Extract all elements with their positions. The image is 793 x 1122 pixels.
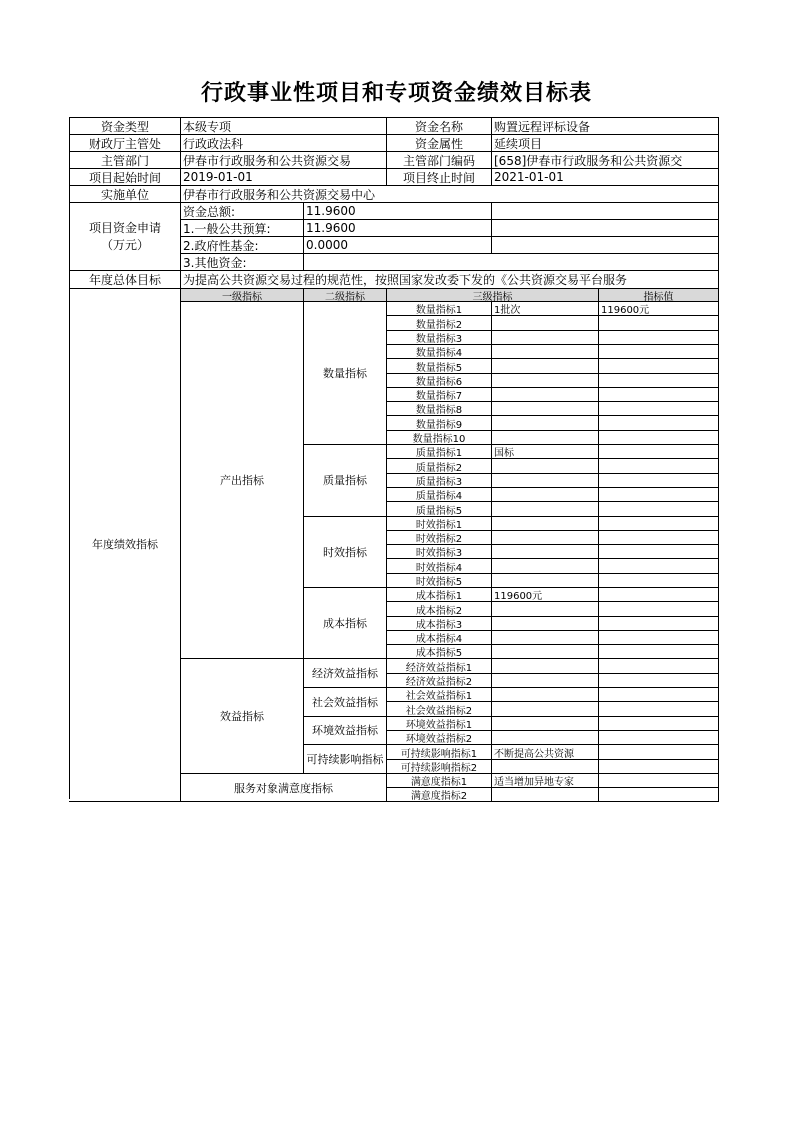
indicator-target-value [598, 344, 718, 358]
indicator-target-value [598, 473, 718, 487]
indicator-level2-group: 时效指标 [303, 516, 386, 587]
indicator-target-value [598, 458, 718, 473]
funding-total-value: 11.9600 [303, 202, 491, 219]
label-annual-indicators: 年度绩效指标 [69, 288, 180, 799]
indicator-level3-name: 时效指标3 [386, 544, 491, 558]
indicator-target-value [598, 401, 718, 415]
indicator-level2-group: 质量指标 [303, 444, 386, 516]
indicator-level3-value [491, 430, 598, 444]
label-supervisor: 主管部门 [69, 151, 180, 168]
indicator-level3-name: 数量指标3 [386, 330, 491, 344]
indicator-target-value [598, 430, 718, 444]
indicator-level3-value [491, 373, 598, 387]
indicator-level3-value [491, 315, 598, 330]
indicator-target-value [598, 730, 718, 744]
indicator-level3-name: 质量指标2 [386, 458, 491, 473]
indicator-level1-benefit: 效益指标 [180, 658, 303, 773]
funding-gov-fund-label: 2.政府性基金: [180, 236, 303, 253]
indicator-level3-value [491, 673, 598, 687]
indicator-level3-value [491, 687, 598, 701]
indicator-level3-value: 119600元 [491, 587, 598, 601]
indicator-level2-group: 数量指标 [303, 301, 386, 444]
indicator-target-value [598, 544, 718, 558]
value-fund-name: 购置远程评标设备 [491, 117, 718, 134]
funding-label-line1: 项目资金申请 [88, 220, 161, 235]
indicator-level2-group: 经济效益指标 [303, 658, 386, 687]
indicator-level3-name: 成本指标3 [386, 616, 491, 630]
indicator-level3-name: 环境效益指标2 [386, 730, 491, 744]
label-start-date: 项目起始时间 [69, 168, 180, 185]
indicator-level3-name: 数量指标8 [386, 401, 491, 415]
indicator-level2-group: 成本指标 [303, 587, 386, 658]
indicator-target-value [598, 501, 718, 516]
indicator-target-value [598, 759, 718, 773]
indicator-level3-name: 数量指标6 [386, 373, 491, 387]
indicator-level3-name: 环境效益指标1 [386, 716, 491, 730]
funding-general-budget-value: 11.9600 [303, 219, 491, 236]
indicator-level3-name: 数量指标4 [386, 344, 491, 358]
indicator-level3-name: 社会效益指标1 [386, 687, 491, 701]
indicator-target-value [598, 530, 718, 544]
indicator-level3-name: 成本指标4 [386, 630, 491, 644]
value-start-date: 2019-01-01 [180, 168, 386, 185]
label-supervisor-code: 主管部门编码 [386, 151, 491, 168]
indicator-level3-name: 时效指标2 [386, 530, 491, 544]
indicator-header-1: 一级指标 [180, 288, 303, 301]
indicator-level1-output: 产出指标 [180, 301, 303, 658]
indicator-level3-value [491, 558, 598, 573]
value-annual-goal: 为提高公共资源交易过程的规范性，按照国家发改委下发的《公共资源交易平台服务 [180, 270, 718, 288]
indicator-level3-value [491, 358, 598, 373]
indicator-level3-value: 1批次 [491, 301, 598, 315]
indicator-level3-name: 成本指标2 [386, 601, 491, 616]
indicator-level3-name: 成本指标5 [386, 644, 491, 658]
indicator-target-value [598, 315, 718, 330]
indicator-target-value [598, 387, 718, 401]
indicator-level3-value [491, 387, 598, 401]
indicator-level3-value [491, 344, 598, 358]
label-end-date: 项目终止时间 [386, 168, 491, 185]
indicator-level3-value [491, 573, 598, 587]
indicator-level3-name: 质量指标3 [386, 473, 491, 487]
indicator-target-value [598, 616, 718, 630]
indicator-level3-value [491, 415, 598, 430]
indicator-target-value [598, 487, 718, 501]
indicator-level3-name: 数量指标5 [386, 358, 491, 373]
label-annual-goal: 年度总体目标 [69, 270, 180, 288]
indicator-level3-value: 不断提高公共资源 [491, 744, 598, 759]
indicator-target-value [598, 573, 718, 587]
indicator-level3-name: 数量指标2 [386, 315, 491, 330]
indicator-target-value [598, 658, 718, 673]
value-impl-unit: 伊春市行政服务和公共资源交易中心 [180, 185, 718, 202]
funding-empty-cell [491, 202, 718, 219]
indicator-level3-value [491, 473, 598, 487]
value-supervisor-code: [658]伊春市行政服务和公共资源交 [491, 151, 718, 168]
label-fund-type: 资金类型 [69, 117, 180, 134]
indicator-target-value [598, 630, 718, 644]
value-fund-attr: 延续项目 [491, 134, 718, 151]
indicator-target-value [598, 687, 718, 701]
funding-general-budget-label: 1.一般公共预算: [180, 219, 303, 236]
indicator-header-3: 三级指标 [386, 288, 598, 301]
indicator-target-value [598, 373, 718, 387]
funding-empty-cell [491, 219, 718, 236]
funding-label-line2: （万元） [100, 237, 149, 252]
indicator-level3-value [491, 601, 598, 616]
indicator-level3-value [491, 487, 598, 501]
indicator-header-2: 二级指标 [303, 288, 386, 301]
indicator-level2-group: 社会效益指标 [303, 687, 386, 716]
indicator-level3-value: 国标 [491, 444, 598, 458]
value-finance-dept: 行政政法科 [180, 134, 386, 151]
indicator-target-value [598, 673, 718, 687]
indicator-target-value [598, 644, 718, 658]
indicator-level3-value [491, 401, 598, 415]
indicator-level2-group: 环境效益指标 [303, 716, 386, 744]
indicator-level3-value [491, 501, 598, 516]
label-impl-unit: 实施单位 [69, 185, 180, 202]
indicator-level3-value [491, 530, 598, 544]
page-title: 行政事业性项目和专项资金绩效目标表 [200, 81, 592, 106]
indicator-level3-name: 数量指标9 [386, 415, 491, 430]
label-fund-name: 资金名称 [386, 117, 491, 134]
indicator-level3-value [491, 644, 598, 658]
indicator-level1-satisfaction: 服务对象满意度指标 [180, 773, 386, 801]
indicator-level3-value [491, 716, 598, 730]
indicator-target-value [598, 701, 718, 716]
indicator-level3-name: 经济效益指标1 [386, 658, 491, 673]
indicator-level3-name: 数量指标7 [386, 387, 491, 401]
indicator-level3-value [491, 458, 598, 473]
indicator-level2-group: 可持续影响指标 [303, 744, 386, 773]
label-finance-dept: 财政厅主管处 [69, 134, 180, 151]
indicator-level3-value [491, 759, 598, 773]
indicator-level3-value [491, 630, 598, 644]
value-supervisor: 伊春市行政服务和公共资源交易 [180, 151, 386, 168]
indicator-target-value [598, 415, 718, 430]
indicator-level3-value: 适当增加异地专家 [491, 773, 598, 787]
indicator-level3-name: 可持续影响指标2 [386, 759, 491, 773]
indicator-target-value [598, 787, 718, 801]
indicator-level3-value [491, 544, 598, 558]
indicator-level3-name: 时效指标5 [386, 573, 491, 587]
indicator-level3-value [491, 787, 598, 801]
indicator-level3-name: 可持续影响指标1 [386, 744, 491, 759]
indicator-target-value [598, 558, 718, 573]
funding-other-fund-label: 3.其他资金: [180, 253, 303, 270]
indicator-level3-value [491, 330, 598, 344]
funding-gov-fund-value: 0.0000 [303, 236, 491, 253]
indicator-level3-name: 社会效益指标2 [386, 701, 491, 716]
indicator-target-value [598, 773, 718, 787]
indicator-level3-name: 成本指标1 [386, 587, 491, 601]
indicator-target-value [598, 601, 718, 616]
indicator-target-value [598, 744, 718, 759]
label-fund-attr: 资金属性 [386, 134, 491, 151]
indicator-level3-value [491, 730, 598, 744]
indicator-level3-name: 满意度指标2 [386, 787, 491, 801]
indicator-level3-name: 时效指标1 [386, 516, 491, 530]
indicator-level3-name: 数量指标1 [386, 301, 491, 315]
indicator-level3-name: 质量指标4 [386, 487, 491, 501]
indicator-level3-name: 质量指标5 [386, 501, 491, 516]
funding-empty-cell [491, 236, 718, 253]
indicator-target-value [598, 330, 718, 344]
label-funding [69, 202, 180, 270]
funding-other-fund-value [303, 253, 718, 270]
indicator-level3-name: 质量指标1 [386, 444, 491, 458]
indicator-level3-value [491, 658, 598, 673]
indicator-target-value [598, 516, 718, 530]
funding-total-label: 资金总额: [180, 202, 303, 219]
indicator-target-value: 119600元 [598, 301, 718, 315]
indicator-level3-value [491, 616, 598, 630]
value-fund-type: 本级专项 [180, 117, 386, 134]
value-end-date: 2021-01-01 [491, 168, 718, 185]
indicator-target-value [598, 716, 718, 730]
indicator-level3-name: 经济效益指标2 [386, 673, 491, 687]
indicator-level3-value [491, 516, 598, 530]
indicator-target-value [598, 587, 718, 601]
indicator-level3-name: 满意度指标1 [386, 773, 491, 787]
indicator-target-value [598, 358, 718, 373]
indicator-level3-name: 时效指标4 [386, 558, 491, 573]
indicator-level3-name: 数量指标10 [386, 430, 491, 444]
indicator-header-4: 指标值 [598, 288, 718, 301]
indicator-level3-value [491, 701, 598, 716]
indicator-target-value [598, 444, 718, 458]
